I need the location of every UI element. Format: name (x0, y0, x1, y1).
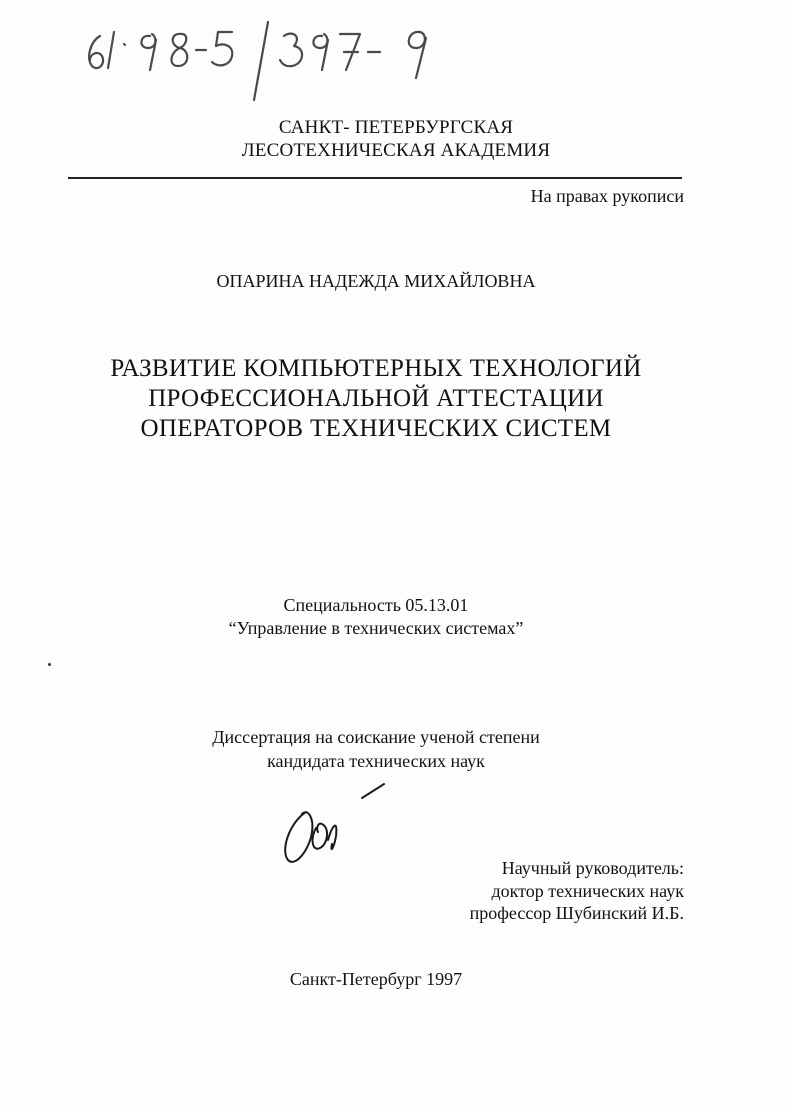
rights-notice: На правах рукописи (530, 186, 684, 206)
handwritten-archive-number (78, 14, 458, 104)
place-and-year: Санкт-Петербург 1997 (289, 969, 463, 989)
degree-statement-line-2: кандидата технических наук (267, 751, 485, 771)
dissertation-title-line-2: ПРОФЕССИОНАЛЬНОЙ АТТЕСТАЦИИ (148, 385, 604, 412)
institution-name-line-1: САНКТ- ПЕТЕРБУРГСКАЯ (278, 117, 514, 138)
margin-dot (48, 663, 51, 666)
advisor-name: профессор Шубинский И.Б. (469, 903, 684, 923)
advisor-degree: доктор технических наук (491, 881, 684, 901)
author-name: ОПАРИНА НАДЕЖДА МИХАЙЛОВНА (216, 271, 536, 291)
specialty-name: “Управление в технических системах” (228, 618, 524, 638)
dissertation-title-line-3: ОПЕРАТОРОВ ТЕХНИЧЕСКИХ СИСТЕМ (140, 415, 612, 442)
institution-name-line-2: ЛЕСОТЕХНИЧЕСКАЯ АКАДЕМИЯ (241, 140, 551, 161)
dissertation-title-line-1: РАЗВИТИЕ КОМПЬЮТЕРНЫХ ТЕХНОЛОГИЙ (110, 355, 642, 382)
degree-statement-line-1: Диссертация на соискание ученой степени (212, 727, 540, 747)
advisor-heading: Научный руководитель: (501, 858, 684, 878)
handwritten-signature (272, 778, 392, 868)
specialty-code: Специальность 05.13.01 (283, 595, 469, 615)
header-divider (68, 177, 682, 179)
